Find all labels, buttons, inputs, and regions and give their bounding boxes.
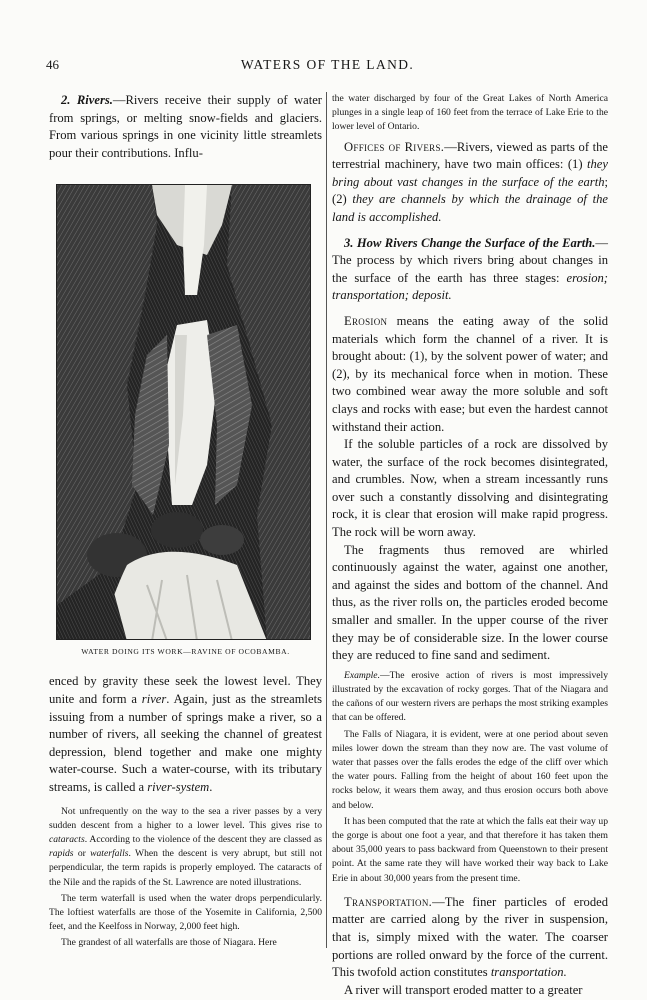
transportation-paragraph: Transportation.—The finer particles of eroded matter are carried along by the river in suspension, that is, simply mixed with the water. The coarser portions are rolled onward by the force of the current. This twofold action constitutes transportation.	[332, 894, 608, 980]
cataracts-note: Not unfrequently on the way to the sea a river passes by a very sudden descent from a higher to a lower level. This gives rise to cataracts. According to the violence of the descent they are classed as rapids or waterfalls. When the descent is very abrupt, but still not perpendicular, the term rapids is properly employed. The cataracts of the Nile and the rapids of the St. Lawrence are noted illustrations.	[49, 805, 322, 888]
right-column	[332, 92, 608, 999]
example-note: Example.—The erosive action of rivers is most impressively illustrated by the excavation of rocky gorges. That of the Niagara and the cañons of our western rivers are perhaps the most striking examples that can be offered.	[332, 669, 608, 724]
transportation-heading: Transportation.	[344, 894, 433, 909]
fragments-paragraph: The fragments thus removed are whirled continuously against the water, against one another, and against the sides and bottom of the channel. And thus, as the river rolls on, the particles eroded become smaller and smaller. In the upper course of the river they may be of considerable size. In the lower course they are reduced to fine sand and sediment.	[332, 542, 608, 663]
transport-continuation: A river will transport eroded matter to a greater	[344, 982, 583, 997]
waterfall-engraving	[56, 184, 311, 640]
dissolve-paragraph: If the soluble particles of a rock are dissolved by water, the surface of the rock becomes disintegrated, and crumbles. Now, when a stream incessantly runs over such a constantly dissolving and disintegrating rock, it is clear that erosion will make rapid progress. The rock will be worn away.	[332, 437, 608, 540]
section-3-paragraph: 3. How Rivers Change the Surface of the Earth.—The process by which rivers bring about changes in the surface of the earth has three stages: erosion; transportation; deposit.	[332, 235, 608, 303]
section-3-heading: 3. How Rivers Change the Surface of the Earth.	[344, 235, 596, 250]
example-label: Example.	[344, 669, 380, 681]
page-number: 46	[46, 57, 59, 72]
offices-paragraph: Offices of Rivers.—Rivers, viewed as parts of the terrestrial machinery, have two main offices: (1) they bring about vast changes in the surface of the earth; (2) they are channels by which the drainage of the land is accomplished.	[332, 139, 608, 224]
waterfall-note: The term waterfall is used when the water drops perpendicularly. The loftiest waterfalls are those of the Yosemite in California, 2,500 feet, and the Keelfoss in Norway, 2,000 feet high.	[49, 892, 322, 933]
running-title: WATERS OF THE LAND.	[240, 57, 415, 72]
niagara-note: The grandest of all waterfalls are those of Niagara. Here	[61, 937, 277, 949]
niagara-continued-note: the water discharged by four of the Great Lakes of North America plunges in a single leap of 160 feet from the terrace of Lake Erie to the lower level of Ontario.	[332, 93, 608, 133]
erosion-heading: Erosion	[344, 313, 388, 328]
rivers-heading: 2. Rivers.	[61, 93, 113, 107]
rivers-paragraph: 2. Rivers.—Rivers receive their supply of water from springs, or melting snow-fields and glaciers. From various springs in one vicinity little streamlets pour their contributions. Influ-	[49, 93, 322, 160]
page-header	[46, 57, 609, 75]
left-column	[49, 92, 322, 951]
figure-caption: WATER DOING ITS WORK—RAVINE OF OCOBAMBA.	[81, 647, 290, 657]
column-divider	[326, 92, 327, 948]
erosion-paragraph: Erosion means the eating away of the solid materials which form the channel of a river. It is brought about: (1), by the solvent power of water; and (2), by its mechanical force when in motion. These two combined wear away the more soluble and soft clays and rocks with ease; but even the hardest cannot withstand their action.	[332, 313, 608, 434]
waterfall-illustration-icon	[57, 185, 311, 640]
falls-note: The Falls of Niagara, it is evident, were at one period about seven miles lower down the stream than they now are. The vast volume of water that passes over the falls erodes the edge of the cliff over which the water pours. Falling from the height of about 160 feet upon the rocks below, it wears them away, and thus erosion occurs both above and below.	[332, 728, 608, 811]
river-system-paragraph: enced by gravity these seek the lowest level. They unite and form a river. Again, just as the streamlets issuing from a number of springs make a river, so a number of rivers, all seeking the channel of greatest depression, blend together and make one mighty water-course. Such a water-course, with its tributary streams, is called a river-system.	[49, 674, 322, 794]
offices-heading: Offices of Rivers.	[344, 139, 445, 154]
computed-note: It has been computed that the rate at which the falls eat their way up the gorge is about one foot a year, and that therefore it has taken them about 35,000 years to pass backward from Queenstown to their present point. At the same rate they will have worked their way back to Lake Erie in about 30,000 years from the present time.	[332, 815, 608, 884]
